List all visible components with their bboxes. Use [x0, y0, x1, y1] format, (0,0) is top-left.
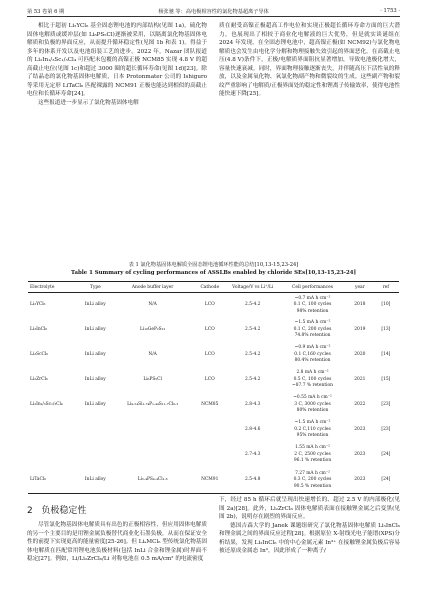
table-cell-buffer: N/A: [148, 351, 157, 357]
left-column-bottom: [27, 521, 207, 601]
table-cell-type: [78, 443, 114, 468]
performance-line: 2 C, 2500 cycles: [294, 451, 331, 457]
table-cell-cathode: LCO: [204, 351, 215, 357]
performance-line: 0.2 C,110 cycles: [294, 426, 331, 432]
right-column-bottom: [219, 496, 400, 601]
performance-line: ~1.5 mA h cm⁻²: [294, 320, 331, 326]
table-cell-cathode: LCO: [204, 302, 215, 307]
column-header: ref: [373, 282, 399, 293]
paragraph: 质在耐受高镍正极超高工作电位和实现正极超长循环寿命方面的巨大潜力，也展现出了相较于商业化电解液的巨大优势，但是就实谈谜组在 2024 年发现，在全固态锂电池中，超高镍正极(如 NCM92)与氯化物电解质也会发生由电化学分解和物理接触失效引起的界面恶化。在高截止电压(4.8 V)条件下，正极/电解质界面阻抗显著增加，导致电池极化增大，容量快速衰减。同时，界面物理接触逐渐丧失，并伴随高压下活性氧的释放，以及金属氧化物、氧氯化物副产物和微裂纹的生成。这些副产物和裂纹严重影响了电解质/正极界面处的稳定性和锂离子传输效率，使得电池性能快速下降[25]。: [219, 23, 400, 98]
table-cell-ref: [23]: [381, 401, 391, 407]
table-cell-type: InLi alloy: [84, 376, 106, 382]
table-cell-ref: [23]: [381, 426, 391, 432]
performance-line: 2.8 mA h cm⁻²: [296, 370, 329, 376]
table-cell-cathode: LCO: [204, 326, 215, 332]
performance-line: 74.8% retention: [294, 333, 331, 339]
header-title: 杨张驰 等：高电极相容性的氯化物基超离子导体: [158, 9, 269, 15]
header-rule: [27, 16, 400, 17]
performance-line: ~87.7 % retention: [292, 383, 333, 389]
paragraph: 这些报道进一步显示了氯化物基固体电解: [38, 99, 139, 106]
table-cell-year: 2021: [354, 376, 366, 382]
table-row: [28, 443, 399, 468]
table-caption-cn: 表 1 氯化物基固体电解质全固态锂电池循环性能的总结[10,13-15,23-24]: [128, 262, 299, 268]
table-row: [28, 468, 399, 494]
table-cell-type: InLi alloy: [84, 351, 106, 357]
performance-line: 96.1 % retention: [293, 458, 332, 464]
table-cell-voltage: 2.5-4.8: [227, 468, 278, 494]
table-row: [28, 293, 399, 318]
performance-line: 80.4% retention: [294, 358, 331, 364]
performance-table: [28, 281, 399, 494]
table-cell-type: InLi alloy: [84, 326, 106, 332]
performance-line: 95% retention: [296, 433, 329, 439]
column-header: Anode buffer layer: [113, 282, 192, 293]
header-issue: 第 53 卷第 6 期: [27, 9, 65, 15]
table-cell-electrolyte: Li₃YCl₆: [30, 302, 46, 307]
table-cell-cathode: NCM85: [201, 401, 219, 407]
table-cell-electrolyte: [28, 443, 78, 468]
table-cell-year: 2020: [354, 351, 366, 357]
performance-line: 3 C, 3000 cycles: [294, 401, 331, 407]
right-column-top: [219, 22, 400, 262]
column-header: Type: [78, 282, 114, 293]
table-cell-performance: [278, 443, 347, 468]
column-header: year: [347, 282, 373, 293]
table-cell-cathode: [192, 443, 227, 468]
column-header: Cell performances: [278, 282, 347, 293]
performance-line: 0.1 C, 100 cycles: [293, 302, 332, 307]
table-cell-type: [78, 418, 114, 443]
table-cell-year: 2019: [354, 326, 366, 332]
table-cell-electrolyte: LiTaCl₆: [28, 468, 78, 494]
table-cell-buffer: Li₅.₄PS₄.₄Cl₁.₆: [113, 468, 192, 494]
table-cell-ref: [14]: [381, 351, 391, 357]
table-cell-voltage: 2.7-4.3: [245, 451, 261, 457]
performance-line: 80% retention: [296, 408, 329, 414]
table-cell-buffer: Li₉.₅₄Si₁.₇₄P₁.₄₄S₁₁.₇Cl₀.₃: [127, 401, 179, 407]
table-cell-electrolyte: [28, 418, 78, 443]
table-cell-buffer: Li₆PS₅Cl: [143, 376, 162, 382]
section-number: 2: [27, 506, 33, 516]
performance-line: ~0.7 mA h cm⁻²: [294, 295, 331, 301]
table-cell-year: 2018: [354, 302, 366, 307]
table-cell-performance: [278, 418, 347, 443]
table-cell-cathode: [192, 418, 227, 443]
table-cell-type: InLi alloy: [84, 401, 106, 407]
performance-line: 90.5 % retention: [293, 483, 332, 489]
performance-line: ~1.5 mA h cm⁻²: [294, 420, 331, 426]
table-cell-buffer: [113, 443, 192, 468]
table-header-row: [28, 282, 399, 293]
performance-line: 0.3 C, 200 cycles: [293, 477, 332, 482]
performance-line: 0.5 C, 100 cycles: [293, 376, 332, 382]
table-cell-voltage: 2.5-4.2: [245, 302, 261, 307]
running-header: [27, 6, 400, 17]
performance-line: 0.1 C, 200 cycles: [293, 326, 332, 332]
table-cell-electrolyte: Li₃InCl₆: [30, 326, 48, 332]
table-row: [28, 368, 399, 393]
table-cell-ref: [10]: [381, 302, 391, 307]
performance-line: 98% retention: [296, 308, 329, 314]
table-row: [28, 318, 399, 343]
table-cell-electrolyte: Li₂In₁/₃Sc₁/₃Cl₄: [30, 401, 63, 407]
table-cell-ref: [24]: [381, 451, 391, 457]
table-cell-performance: [278, 468, 347, 494]
table-cell-year: 2023: [354, 451, 366, 457]
table-cell-buffer: Li₁₀GeP₂S₁₂: [140, 326, 166, 332]
table-cell-voltage: 2.5-4.2: [245, 376, 261, 382]
table-cell-performance: [278, 293, 347, 318]
table-cell-cathode: LCO: [204, 376, 215, 382]
table-cell-voltage: 2.8-4.3: [245, 401, 261, 407]
performance-line: 1.55 mA h cm⁻²: [295, 445, 330, 451]
paragraph: 德国吉森大学的 Janek 课题组研究了氯化物基固体电解质 Li₃InCl₆ 和锂金属之间的界面反应过程[28]。根据原位 X-射线光电子能谱(XPS)分析结果，发现 Li₃InCl₆ 中的中心金属元素 In³⁺ 在接触锂金属负极后容易被还原成金属态 In⁰，因此形成了一种离子/: [219, 522, 400, 555]
table-cell-voltage: 2.8-4.6: [245, 426, 261, 432]
table-cell-voltage: 2.5-4.2: [245, 326, 261, 332]
performance-line: 0.1 C,160 cycles: [294, 351, 331, 357]
table-caption-en: Table 1 Summary of cycling performances of ASSLBs enabled by chloride SEs[10,13-15,23-24]: [70, 270, 357, 276]
table-cell-voltage: 2.5-4.2: [245, 351, 261, 357]
table-cell-performance: [278, 393, 347, 418]
table-row: [28, 343, 399, 368]
paragraph: 尽管氯化物基固体电解质具有出色的正极相容性，但应用固体电解质的另一个主要目的是用锂金属负极替代商业化石墨负极，从而在保证安全性的前提下实现更高的能量密度[25-26]。但 LiₐMCl₆ 型传统氯化物基固体电解质在匹配常用锂电池负极材料(包括 InLi 合金和锂金属)时界面不稳定[27]。例如，Li/Li₂ZrCl₆/Li 对称电池在 0.5 mA/cm² 的电流密度: [27, 522, 207, 563]
performance-line: ~0.55 mA h cm⁻²: [293, 395, 332, 401]
section-heading: [27, 503, 86, 516]
table-cell-ref: [13]: [381, 326, 391, 332]
left-column-top: [27, 22, 207, 262]
table-row: [28, 418, 399, 443]
header-page-number: · 1753 ·: [380, 8, 400, 14]
column-header: Cathode: [192, 282, 227, 293]
table-cell-year: 2023: [347, 468, 373, 494]
table-cell-type: InLi alloy: [78, 468, 114, 494]
table-cell-performance: [278, 368, 347, 393]
column-header: Electrolyte: [28, 282, 78, 293]
paragraph: 相比于超初 Li₃YCl₆ 基全固态锂电池的内部结构(见图 1a)，硫化物固体电解质或缓冲层(如 Li₆PS₅Cl)逐渐被采用，以隔离氯化物基固体电解质和负极的界面反应，从而提升循环稳定性(见图 1b 和表 1)。得益于多年的体系开发以及电池组装工艺的进步。2022 年，Nazar 团队报道的 Li₂In₁/₃Sc₁/₃Cl₄ 可匹配未包覆的高镍正极 NCM85 实现 4.8 V 的超高截止电位(见图 1c)和超过 3000 圈的超长循环寿命(见图 1d)[23]。除了结晶态的氯化物基固体电解质，日本 Protonmater 公司的 Ishiguro 等采用无定形 LiTaCl₆ 匹配裸露的 NCM91 正极也能达到相似的高截止电位和长循环寿命[24]。: [27, 23, 207, 98]
table-cell-type: InLi alloy: [84, 302, 106, 307]
table-cell-year: 2023: [354, 426, 366, 432]
table-cell-buffer: N/A: [148, 302, 157, 307]
table-cell-performance: [278, 318, 347, 343]
section-title: 负极稳定性: [41, 506, 87, 516]
table-cell-cathode: NCM91: [192, 468, 227, 494]
performance-line: 7.27 mA h cm⁻²: [295, 470, 330, 476]
table-row: [28, 393, 399, 418]
table-cell-year: 2022: [354, 401, 366, 407]
table-cell-ref: [15]: [381, 376, 391, 382]
performance-line: ~0.9 mA h cm⁻²: [294, 345, 331, 351]
table-cell-ref: [24]: [373, 468, 399, 494]
table-cell-electrolyte: Li₃ScCl₆: [30, 351, 49, 357]
table-cell-performance: [278, 343, 347, 368]
table-cell-buffer: [113, 418, 192, 443]
table-cell-electrolyte: Li₂ZrCl₆: [30, 376, 48, 382]
column-header: Voltage/V vs Li⁺/Li: [227, 282, 278, 293]
paragraph: 下，经过 85 h 循环后就呈现出快速增长的、超过 2.5 V 的内部极化(见图 2a)[28]。此外，Li₂ZrCl₆ 固体电解质表面在接触锂金属之后变黑(见图 2b)，说明存在剧烈的界面反应。: [219, 497, 400, 521]
